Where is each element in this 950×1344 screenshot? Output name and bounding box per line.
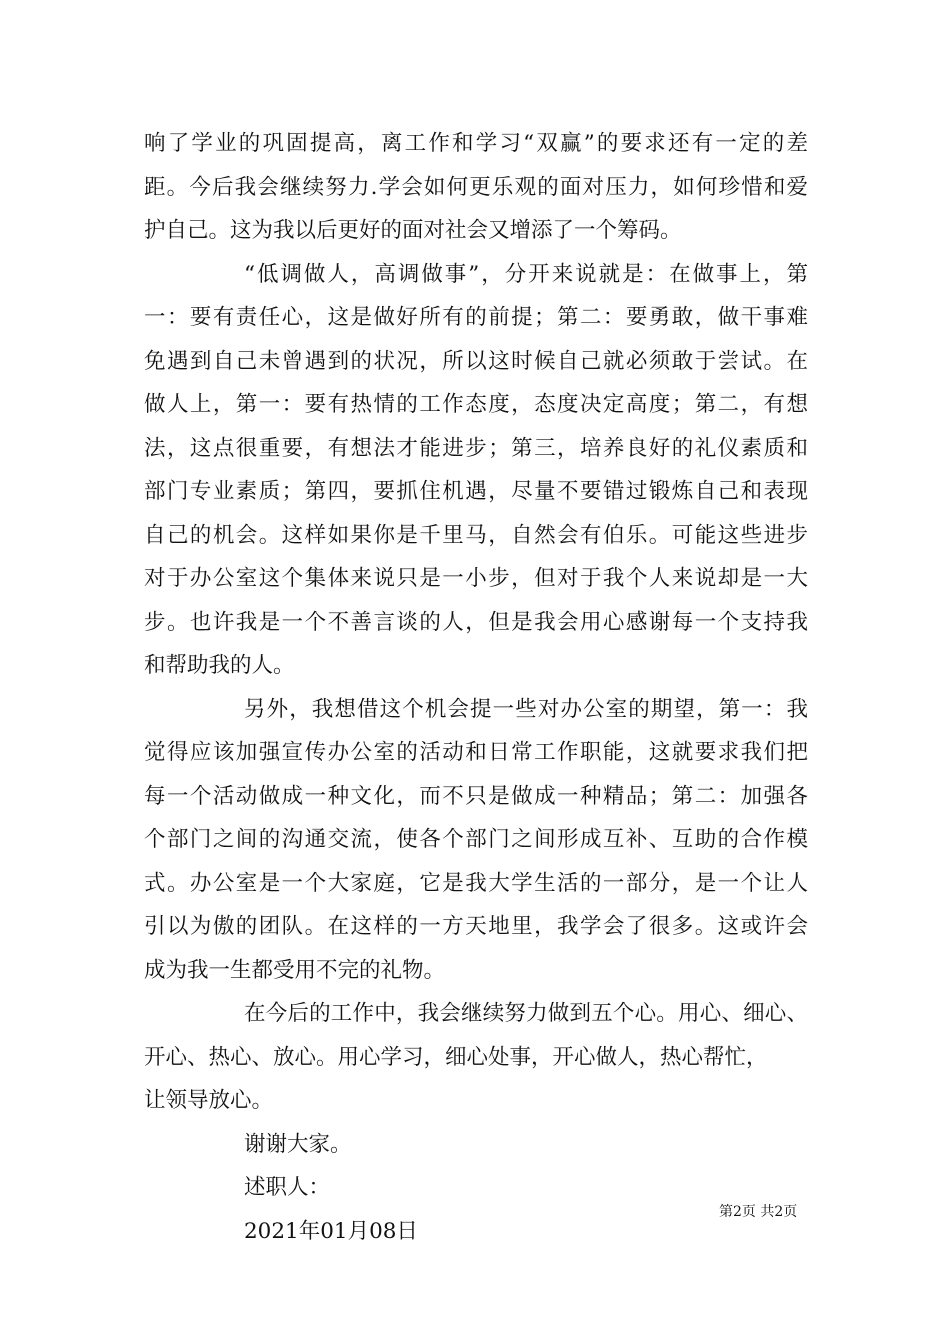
paragraph-line: 让领导放心。 bbox=[144, 1088, 274, 1113]
paragraph-line: 引以为傲的团队。在这样的一方天地里，我学会了很多。这或许会 bbox=[144, 914, 808, 939]
paragraph-line: 自己的机会。这样如果你是千里马，自然会有伯乐。可能这些进步 bbox=[144, 522, 808, 548]
paragraph-2 bbox=[144, 253, 808, 688]
closing-thanks: 谢谢大家。 bbox=[244, 1131, 352, 1157]
document-body bbox=[144, 122, 808, 1253]
closing-date: 2021年01月08日 bbox=[244, 1218, 418, 1244]
closing-block bbox=[144, 1123, 808, 1254]
paragraph-4 bbox=[144, 992, 808, 1123]
paragraph-line: 成为我一生都受用不完的礼物。 bbox=[144, 957, 446, 983]
paragraph-line: 距。今后我会继续努力.学会如何更乐观的面对压力，如何珍惜和爱 bbox=[144, 174, 808, 200]
paragraph-line: 式。办公室是一个大家庭，它是我大学生活的一部分，是一个让人 bbox=[144, 870, 808, 896]
paragraph-line: “低调做人，高调做事”，分开来说就是：在做事上，第 bbox=[244, 261, 808, 287]
paragraph-line: 部门专业素质；第四，要抓住机遇，尽量不要错过锻炼自己和表现 bbox=[144, 479, 808, 504]
paragraph-line: 步。也许我是一个不善言谈的人，但是我会用心感谢每一个支持我 bbox=[144, 609, 808, 635]
paragraph-line: 和帮助我的人。 bbox=[144, 653, 295, 678]
paragraph-line: 每一个活动做成一种文化，而不只是做成一种精品；第二：加强各 bbox=[144, 783, 808, 809]
paragraph-line: 一：要有责任心，这是做好所有的前提；第二：要勇敢，做干事难 bbox=[144, 305, 808, 330]
paragraph-line: 开心、热心、放心。用心学习，细心处事，开心做人，热心帮忙， bbox=[144, 1044, 768, 1070]
paragraph-line: 做人上，第一：要有热情的工作态度，态度决定高度；第二，有想 bbox=[144, 392, 808, 417]
paragraph-line: 另外，我想借这个机会提一些对办公室的期望，第一：我 bbox=[244, 696, 808, 722]
page-number-footer: 第2页 共2页 bbox=[719, 1204, 798, 1220]
paragraph-line: 免遇到自己未曾遇到的状况，所以这时候自己就必须敢于尝试。在 bbox=[144, 348, 808, 374]
paragraph-line: 在今后的工作中，我会继续努力做到五个心。用心、细心、 bbox=[244, 1001, 808, 1026]
paragraph-line: 护自己。这为我以后更好的面对社会又增添了一个筹码。 bbox=[144, 218, 682, 243]
paragraph-line: 觉得应该加强宣传办公室的活动和日常工作职能，这就要求我们把 bbox=[144, 740, 808, 765]
paragraph-line: 个部门之间的沟通交流，使各个部门之间形成互补、互助的合作模 bbox=[144, 827, 808, 852]
paragraph-line: 对于办公室这个集体来说只是一小步，但对于我个人来说却是一大 bbox=[144, 566, 808, 591]
closing-signer: 述职人： bbox=[244, 1175, 331, 1200]
paragraph-line: 法，这点很重要，有想法才能进步；第三，培养良好的礼仪素质和 bbox=[144, 435, 808, 461]
paragraph-1 bbox=[144, 122, 808, 253]
paragraph-line: 响了学业的巩固提高，离工作和学习“双赢”的要求还有一定的差 bbox=[144, 131, 808, 156]
paragraph-3 bbox=[144, 688, 808, 993]
